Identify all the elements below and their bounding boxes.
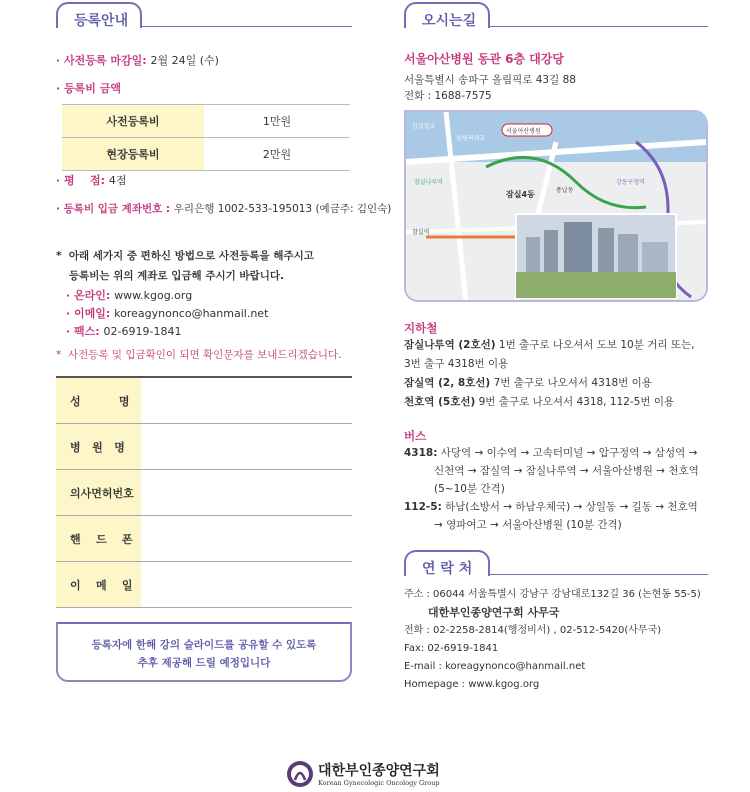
- fee-label: 등록비 금액: [64, 82, 121, 95]
- contact-tab: [404, 550, 490, 576]
- form-input[interactable]: [141, 562, 352, 608]
- table-row: [56, 470, 352, 516]
- table-row: [56, 424, 352, 470]
- form-input[interactable]: [141, 424, 352, 470]
- notice-line-1: 등록자에 한해 강의 슬라이드를 공유할 수 있도록: [91, 639, 317, 651]
- table-row: [56, 377, 352, 424]
- fee-name: 현장등록비: [62, 138, 204, 171]
- contact-info: [404, 586, 701, 694]
- form-input[interactable]: [141, 516, 352, 562]
- org-name: 대한부인종양연구회 사무국: [428, 606, 560, 619]
- venue-phone: 전화 : 1688-7575: [404, 90, 492, 102]
- bus-line: 4318: 사당역 → 이수역 → 고속터미널 → 압구정역 → 삼성역 →: [404, 447, 698, 459]
- form-label: 병 원 명: [56, 424, 141, 470]
- contact-phone: 전화 : 02-2258-2814(행정비서) , 02-512-5420(사무국): [404, 625, 662, 636]
- fee-amount: 2만원: [204, 138, 350, 171]
- form-label: 성 명: [56, 377, 141, 424]
- online-label: 온라인: [74, 289, 106, 302]
- subway-line: 천호역 (5호선) 9번 출구로 나오셔서 4318, 112-5번 이용: [404, 396, 675, 408]
- fee-amount: 1만원: [204, 105, 350, 138]
- table-row: [62, 138, 350, 171]
- confirm-note-text: 사전등록 및 입금확인이 되면 확인문자를 보내드리겠습니다.: [67, 349, 342, 361]
- fee-table: [62, 104, 350, 171]
- score-value: 4점: [108, 174, 127, 187]
- account-line: · 등록비 입금 계좌번호 : 우리은행 1002-533-195013 (예금주: 김인숙): [56, 203, 392, 215]
- footer-org-english: Korean Gynecologic Oncology Group: [318, 779, 440, 787]
- footer-org-korean: 대한부인종양연구회: [318, 763, 440, 779]
- deadline-line: · 사전등록 마감일: 2월 24일 (수): [56, 54, 219, 67]
- online-link[interactable]: www.kgog.org: [114, 289, 193, 302]
- account-value: 우리은행 1002-533-195013 (예금주: 김인숙): [173, 203, 392, 215]
- bus-title: 버스: [404, 429, 427, 443]
- form-input[interactable]: [141, 377, 352, 424]
- contact-address: 주소 : 06044 서울특별시 강남구 강남대로132길 36 (논현동 55-5): [404, 589, 701, 600]
- bus-line: 112-5: 하남(소방서 → 하남우체국) → 상일동 → 길동 → 천호역: [404, 501, 698, 513]
- contact-email[interactable]: E-mail : koreagynonco@hanmail.net: [404, 661, 586, 672]
- form-label: 핸 드 폰: [56, 516, 141, 562]
- subway-line: 3번 출구 4318번 이용: [404, 358, 509, 370]
- deadline-value: 2월 24일 (수): [150, 54, 219, 67]
- fee-name: 사전등록비: [62, 105, 204, 138]
- deadline-label: 사전등록 마감일: [64, 54, 143, 67]
- registration-form: [56, 376, 352, 608]
- slide-notice: [56, 622, 352, 682]
- bus-line: (5~10분 간격): [434, 483, 505, 495]
- map-label-gangdong: 강동구청역: [616, 179, 645, 186]
- email-link[interactable]: koreagynonco@hanmail.net: [114, 307, 269, 320]
- email-line: · 이메일: koreagynonco@hanmail.net: [66, 307, 269, 320]
- fee-heading: · 등록비 금액: [56, 82, 121, 95]
- map-label-pungnap: 풍납동: [556, 187, 574, 194]
- map-label-olympic: 올림픽대교: [456, 135, 485, 142]
- score-line: · 평 점: 4점: [56, 174, 127, 187]
- contact-fax: Fax: 02-6919-1841: [404, 643, 499, 654]
- table-row: [56, 562, 352, 608]
- registration-tab: [56, 2, 142, 28]
- instruction-line-1: 아래 세가지 중 편하신 방법으로 사전등록을 해주시고: [68, 250, 314, 262]
- fax-line: · 팩스: 02-6919-1841: [66, 325, 182, 338]
- table-row: [56, 516, 352, 562]
- kgog-emblem-icon: [286, 760, 314, 788]
- form-input[interactable]: [141, 470, 352, 516]
- instruction-line-2: 등록비는 위의 계좌로 입금해 주시기 바랍니다.: [69, 270, 284, 282]
- map-label-hospital: 서울아산병원: [506, 128, 541, 135]
- contact-homepage[interactable]: Homepage : www.kgog.org: [404, 679, 540, 690]
- form-label: 의사면허번호: [56, 470, 141, 516]
- subway-info: [404, 336, 694, 412]
- subway-line: 잠실나루역 (2호선) 1번 출구로 나오셔서 도보 10분 거리 또는,: [404, 339, 695, 351]
- bus-line: → 영파여고 → 서울아산병원 (10분 간격): [434, 519, 622, 531]
- bus-info: [404, 444, 699, 534]
- account-label: 등록비 입금 계좌번호: [63, 203, 163, 215]
- instruction: * 아래 세가지 중 편하신 방법으로 사전등록을 해주시고 등록비는 위의 계좌로 입금해 주시기 바랍니다.: [56, 250, 314, 282]
- email-label: 이메일: [74, 307, 106, 320]
- fax-value: 02-6919-1841: [103, 325, 182, 338]
- location-map: [404, 110, 708, 302]
- confirm-note: * 사전등록 및 입금확인이 되면 확인문자를 보내드리겠습니다.: [56, 349, 342, 361]
- directions-tab-title: 오시는길: [422, 13, 477, 29]
- venue-address: 서울특별시 송파구 올림픽로 43길 88: [404, 74, 576, 86]
- subway-line: 잠실역 (2, 8호선) 7번 출구로 나오셔서 4318번 이용: [404, 377, 652, 389]
- map-label-naru: 잠실나루역: [414, 179, 443, 186]
- score-label: 평 점: [64, 174, 101, 187]
- subway-title: 지하철: [404, 321, 438, 335]
- online-line: · 온라인: www.kgog.org: [66, 289, 193, 302]
- bus-line: 신천역 → 잠실역 → 잠실나루역 → 서울아산병원 → 천호역: [434, 465, 699, 477]
- registration-tab-title: 등록안내: [74, 13, 129, 29]
- map-label-jamsil4: 잠실4동: [506, 190, 535, 199]
- map-label-bridge: 잠실철교: [412, 123, 436, 130]
- fax-label: 팩스: [74, 325, 96, 338]
- map-label-jamsil: 잠실역: [412, 229, 430, 236]
- contact-tab-title: 연 락 처: [422, 561, 473, 577]
- venue-title: 서울아산병원 동관 6층 대강당: [404, 52, 564, 66]
- map-graphic: [406, 112, 706, 300]
- table-row: [62, 105, 350, 138]
- notice-line-2: 추후 제공해 드릴 예정입니다: [137, 657, 271, 669]
- form-label: 이 메 일: [56, 562, 141, 608]
- directions-tab: [404, 2, 490, 28]
- footer-logo: [286, 760, 486, 790]
